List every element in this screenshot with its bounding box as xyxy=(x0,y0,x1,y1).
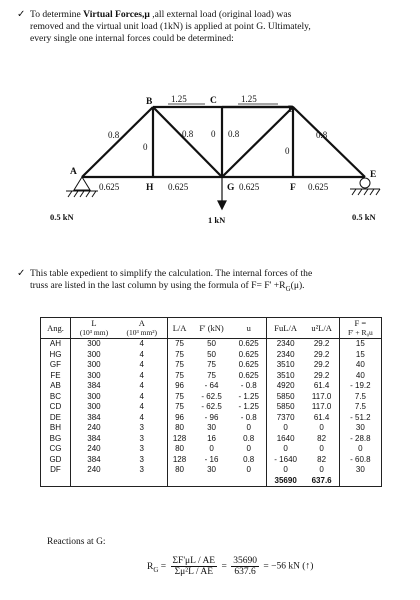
table-row-cell: 40 xyxy=(355,360,365,370)
table-row-cell: 29.2 xyxy=(304,360,339,371)
reaction-formula: $R_G$ = $\frac{\Sigma F'\mu L / AE}{\text{Σμ²L / AE}}$ = $\frac{35690}{637.6}$ = −56 kN (↑) xyxy=(147,556,314,577)
table-row-cell: 40 xyxy=(355,370,365,380)
header-u2l-a: u²L/A xyxy=(304,318,339,339)
node-d: D xyxy=(288,105,295,115)
table-totals-row-cell xyxy=(41,476,71,487)
dim-bottom-2: 0.625 xyxy=(168,182,189,192)
table-row-cell: 61.4 xyxy=(304,413,339,424)
table-row-cell: - 96 xyxy=(204,412,219,422)
table-row-cell: - 28.8 xyxy=(350,433,371,443)
formula-fraction-symbolic: $\frac{\Sigma F'\mu L / AE}{\text{Σμ²L / AE}}$ xyxy=(172,556,216,577)
node-e: E xyxy=(370,170,377,180)
table-row xyxy=(41,455,382,466)
table-row-cell: 384 xyxy=(87,381,101,391)
table-row-cell: 3510 xyxy=(276,370,295,380)
table-row-cell: 2340 xyxy=(276,339,295,349)
header-l: L (10³ mm) xyxy=(79,318,109,337)
table-row-cell: - 62.5 xyxy=(201,391,222,401)
table-row-cell: 4 xyxy=(117,413,167,424)
table-row-cell: 0 xyxy=(304,444,339,455)
table-row-cell: 29.2 xyxy=(304,339,339,350)
dim-bottom-3: 0.625 xyxy=(239,182,260,192)
table-row-cell: 75 xyxy=(207,370,216,380)
node-c: C xyxy=(210,96,217,106)
member-label-cd: 0.8 xyxy=(228,129,240,139)
table-row-cell: 0 xyxy=(304,423,339,434)
table-row xyxy=(41,413,382,424)
table-row-cell: - 51.2 xyxy=(350,412,371,422)
reaction-left-label: 0.5 kN xyxy=(50,212,74,222)
table-row-cell: 4 xyxy=(117,360,167,371)
table-row-cell: 75 xyxy=(175,349,184,359)
table-row xyxy=(41,465,382,476)
table-row-cell: 80 xyxy=(175,444,184,454)
table-row-cell: 82 xyxy=(304,434,339,445)
table-row xyxy=(41,350,382,361)
table-row-cell: 384 xyxy=(87,412,101,422)
dim-top-1: 1.25 xyxy=(171,94,187,104)
load-label: 1 kN xyxy=(208,215,226,225)
dim-top-2: 1.25 xyxy=(241,94,257,104)
table-row-cell: CD xyxy=(41,402,71,413)
table-row-cell: BC xyxy=(41,392,71,403)
table-row xyxy=(41,402,382,413)
table-row-cell: 300 xyxy=(87,349,101,359)
table-row-cell: 4920 xyxy=(276,381,295,391)
table-row-cell: 0.8 xyxy=(232,455,267,466)
table-row xyxy=(41,339,382,350)
table-row-cell: 4 xyxy=(117,381,167,392)
table-row-cell: 0 xyxy=(232,465,267,476)
table-row-cell: 240 xyxy=(87,423,101,433)
table-row-cell: 4 xyxy=(117,402,167,413)
table-row xyxy=(41,371,382,382)
table-row-cell: - 60.8 xyxy=(350,454,371,464)
table-row-cell: 30 xyxy=(355,465,365,475)
intro-line-3: every single one internal forces could be determined: xyxy=(30,33,234,45)
formula-fraction-numeric: $\frac{35690}{637.6}$ xyxy=(233,556,257,577)
table-row-cell: 2340 xyxy=(276,349,295,359)
roller-support-e xyxy=(360,178,370,188)
table-row-cell: 82 xyxy=(304,455,339,466)
table-row-cell: - 1640 xyxy=(274,454,297,464)
member-de xyxy=(293,107,365,177)
table-row-cell: 0 xyxy=(358,444,363,454)
table-row-cell: 75 xyxy=(175,391,184,401)
table-row-cell: 96 xyxy=(175,412,184,422)
table-row-cell: 30 xyxy=(207,423,216,433)
table-totals-row-cell xyxy=(339,476,381,487)
table-totals-row-cell xyxy=(192,476,232,487)
table-totals-row-cell xyxy=(70,476,117,487)
table-row-cell: 0.625 xyxy=(232,371,267,382)
table-row-cell: - 1.25 xyxy=(232,402,267,413)
member-label-cg: 0 xyxy=(211,129,216,139)
table-row-cell: 384 xyxy=(87,433,101,443)
table-header-row xyxy=(41,318,382,339)
table-row-cell: 240 xyxy=(87,444,101,454)
table-row-cell: - 16 xyxy=(204,454,219,464)
table-row-cell: - 1.25 xyxy=(232,392,267,403)
header-l-over-a: L/A xyxy=(172,323,187,333)
table-row-cell: 300 xyxy=(87,360,101,370)
member-forces-table xyxy=(40,317,382,487)
table-row-cell: DE xyxy=(41,413,71,424)
table-row-cell: 0 xyxy=(283,465,288,475)
truss-diagram xyxy=(0,0,420,250)
table-row xyxy=(41,423,382,434)
table-row-cell: 30 xyxy=(355,423,365,433)
table-row-cell: 0 xyxy=(232,423,267,434)
header-u: u xyxy=(232,318,267,339)
table-row-cell: 3 xyxy=(117,444,167,455)
node-h: H xyxy=(146,183,154,193)
table-row-cell: 75 xyxy=(175,339,184,349)
table-intro-line-2: truss are listed in the last column by using the formula of $F= F' +R_G(\mu)$. xyxy=(30,280,305,294)
table-row-cell: 4 xyxy=(117,350,167,361)
table-row-cell: 80 xyxy=(175,465,184,475)
reactions-label: Reactions at G: xyxy=(47,537,106,547)
table-row-cell: 0.8 xyxy=(232,434,267,445)
table-row-cell: 4 xyxy=(117,371,167,382)
table-row-cell: 3 xyxy=(117,455,167,466)
table-row-cell: 300 xyxy=(87,339,101,349)
intro-line-2: removed and the virtual unit load (1kN) is applied at point G. Ultimately, xyxy=(30,21,311,33)
table-row-cell: 7.5 xyxy=(354,402,366,412)
table-totals-row-cell xyxy=(117,476,167,487)
table-row-cell: 1640 xyxy=(276,433,295,443)
dim-bottom-1: 0.625 xyxy=(99,182,120,192)
table-row-cell: 3 xyxy=(117,434,167,445)
member-label-dg: 0 xyxy=(285,146,290,156)
table-intro-paragraph xyxy=(17,268,380,295)
table-row-cell: - 0.8 xyxy=(232,381,267,392)
intro-line-1: To determine Virtual Forces,μ ,all external load (original load) was xyxy=(30,9,292,20)
table-row-cell: 16 xyxy=(207,433,216,443)
table-row-cell: BG xyxy=(41,434,71,445)
table-row-cell: 15 xyxy=(355,349,365,359)
header-ful-a: FuL/A xyxy=(274,323,297,333)
table-row-cell: - 62.5 xyxy=(201,402,222,412)
table-row-cell: 50 xyxy=(207,349,216,359)
table-totals-row-cell: 35690 xyxy=(274,475,297,485)
table-row-cell: CG xyxy=(41,444,71,455)
table-row-cell: BH xyxy=(41,423,71,434)
member-label-bh: 0 xyxy=(143,142,148,152)
table-row-cell: GD xyxy=(41,455,71,466)
table-row xyxy=(41,444,382,455)
table-row-cell: 0 xyxy=(283,444,288,454)
table-row-cell: 300 xyxy=(87,391,101,401)
table-row-cell: 4 xyxy=(117,392,167,403)
formula-lhs: $R_G$ xyxy=(147,561,159,574)
header-f: F = F' + R₀u xyxy=(347,318,373,337)
header-f-prime: F' (kN) xyxy=(199,323,224,333)
table-row-cell: 30 xyxy=(207,465,216,475)
table-row xyxy=(41,360,382,371)
table-row-cell: 80 xyxy=(175,423,184,433)
dim-bottom-4: 0.625 xyxy=(308,182,329,192)
table-row-cell: 0.625 xyxy=(232,350,267,361)
node-a: A xyxy=(70,167,77,177)
table-row-cell: FE xyxy=(41,371,71,382)
table-totals-row xyxy=(41,476,382,487)
table-row-cell: AH xyxy=(41,339,71,350)
table-row-cell: 5850 xyxy=(276,402,295,412)
table-row-cell: 29.2 xyxy=(304,350,339,361)
table-row-cell: DF xyxy=(41,465,71,476)
node-b: B xyxy=(146,97,153,107)
table-row-cell: AB xyxy=(41,381,71,392)
member-bg xyxy=(153,107,222,177)
table-row-cell: HG xyxy=(41,350,71,361)
table-row-cell: 0 xyxy=(304,465,339,476)
table-row-cell: 117.0 xyxy=(304,402,339,413)
table-row-cell: 3 xyxy=(117,423,167,434)
table-row-cell: 0.625 xyxy=(232,339,267,350)
checkmark-icon: ✓ xyxy=(17,9,26,20)
table-totals-row-cell: 637.6 xyxy=(304,476,339,487)
table-row-cell: 3 xyxy=(117,465,167,476)
table-row-cell: 4 xyxy=(117,339,167,350)
table-row-cell: - 19.2 xyxy=(350,381,371,391)
table-row-cell: 5850 xyxy=(276,391,295,401)
table-row-cell: 7.5 xyxy=(354,391,366,401)
table-row-cell: 75 xyxy=(175,370,184,380)
table-row-cell: GF xyxy=(41,360,71,371)
header-ang: Ang. xyxy=(41,318,71,339)
table-row-cell: 61.4 xyxy=(304,381,339,392)
table-row-cell: 240 xyxy=(87,465,101,475)
table-row xyxy=(41,381,382,392)
table-row-cell: 7370 xyxy=(276,412,295,422)
table-row-cell: 15 xyxy=(355,339,365,349)
member-label-de: 0.8 xyxy=(316,130,328,140)
table-row-cell: 128 xyxy=(172,433,187,443)
table-row-cell: 0 xyxy=(209,444,214,454)
formula-result: = −56 kN (↑) xyxy=(263,561,314,572)
table-row-cell: 117.0 xyxy=(304,392,339,403)
member-label-ab: 0.8 xyxy=(108,130,120,140)
table-row-cell: 3510 xyxy=(276,360,295,370)
table-totals-row-cell xyxy=(167,476,192,487)
member-label-bg: 0.8 xyxy=(182,129,194,139)
header-a: A (10³ mm²) xyxy=(117,318,167,339)
table-row-cell: 0 xyxy=(232,444,267,455)
table-row-cell: 384 xyxy=(87,454,101,464)
reaction-right-label: 0.5 kN xyxy=(352,212,376,222)
table-row-cell: 128 xyxy=(172,454,187,464)
table-row-cell: 300 xyxy=(87,402,101,412)
member-dg xyxy=(222,107,293,177)
table-row xyxy=(41,392,382,403)
table-body xyxy=(41,339,382,487)
node-g: G xyxy=(227,183,235,193)
table-row-cell: 50 xyxy=(207,339,216,349)
table-row-cell: 96 xyxy=(175,381,184,391)
table-row-cell: - 64 xyxy=(204,381,219,391)
table-row-cell: 0.625 xyxy=(232,360,267,371)
table-row-cell: 75 xyxy=(207,360,216,370)
table-row-cell: - 0.8 xyxy=(232,413,267,424)
table-row-cell: 75 xyxy=(175,402,184,412)
table-row-cell: 29.2 xyxy=(304,371,339,382)
checkmark-icon: ✓ xyxy=(17,268,26,279)
table-row-cell: 0 xyxy=(283,423,288,433)
pin-support-a xyxy=(74,177,90,190)
table-row xyxy=(41,434,382,445)
node-f: F xyxy=(290,183,296,193)
table-intro-line-1: This table expedient to simplify the calculation. The internal forces of the xyxy=(30,268,313,279)
table-row-cell: 300 xyxy=(87,370,101,380)
table-totals-row-cell xyxy=(232,476,267,487)
table-row-cell: 75 xyxy=(175,360,184,370)
